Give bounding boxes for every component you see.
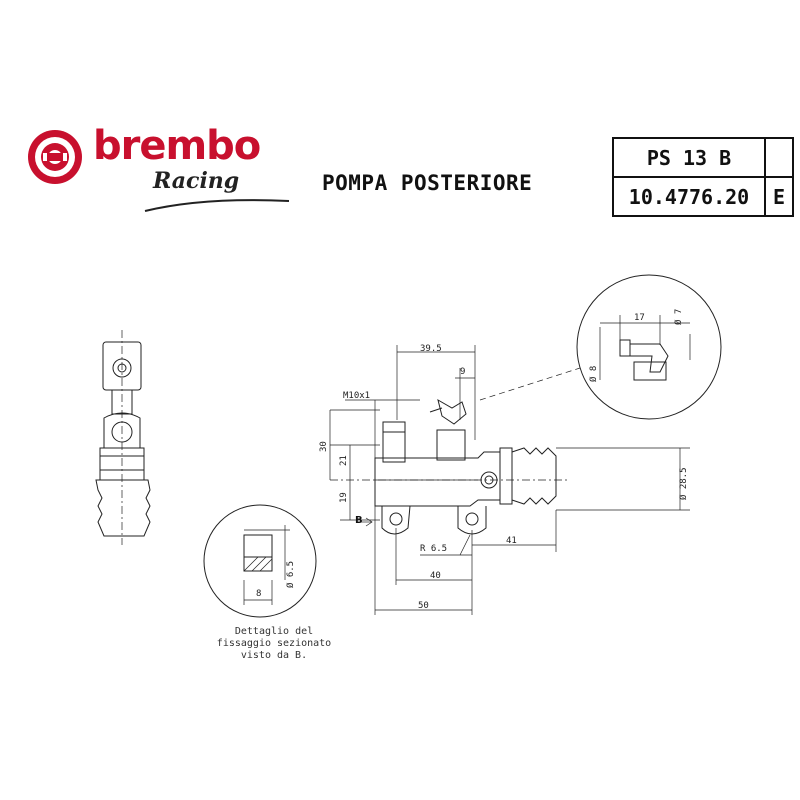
side-view — [96, 330, 150, 545]
brand-sub: Racing — [153, 168, 240, 194]
note-line-1: Dettaglio del — [234, 626, 314, 637]
note-line-2: fissaggio sezionato — [216, 638, 332, 649]
detail-dim-17: 17 — [634, 313, 645, 323]
detail-dim-8: Ø 8 — [589, 365, 599, 382]
brand-name: brembo — [93, 123, 261, 169]
dim-9: 9 — [460, 367, 466, 377]
section-note — [200, 626, 348, 662]
dim-21: 21 — [339, 455, 349, 466]
note-line-3: visto da B. — [240, 650, 308, 661]
fix-dim-6-5: Ø 6.5 — [286, 560, 296, 588]
dim-r6-5: R 6.5 — [420, 544, 448, 554]
dim-39-5: 39.5 — [420, 344, 442, 354]
model-cell: PS 13 B — [613, 138, 765, 177]
dim-41: 41 — [506, 536, 517, 546]
dim-30: 30 — [319, 441, 329, 452]
detail-circle-fixing — [204, 505, 316, 617]
revision-cell: E — [765, 177, 793, 216]
fix-dim-8: 8 — [256, 589, 262, 599]
detail-dim-7: Ø 7 — [674, 308, 684, 325]
part-number-cell: 10.4776.20 — [613, 177, 765, 216]
dim-19: 19 — [339, 492, 349, 503]
dim-50: 50 — [418, 601, 429, 611]
dim-28-5: Ø 28.5 — [679, 467, 689, 500]
main-view — [330, 400, 570, 534]
view-b-label: B — [355, 515, 363, 526]
dim-thread: M10x1 — [343, 391, 371, 401]
drawing-title: POMPA POSTERIORE — [322, 171, 533, 195]
dim-40: 40 — [430, 571, 441, 581]
detail-circle-outlet — [577, 275, 721, 419]
